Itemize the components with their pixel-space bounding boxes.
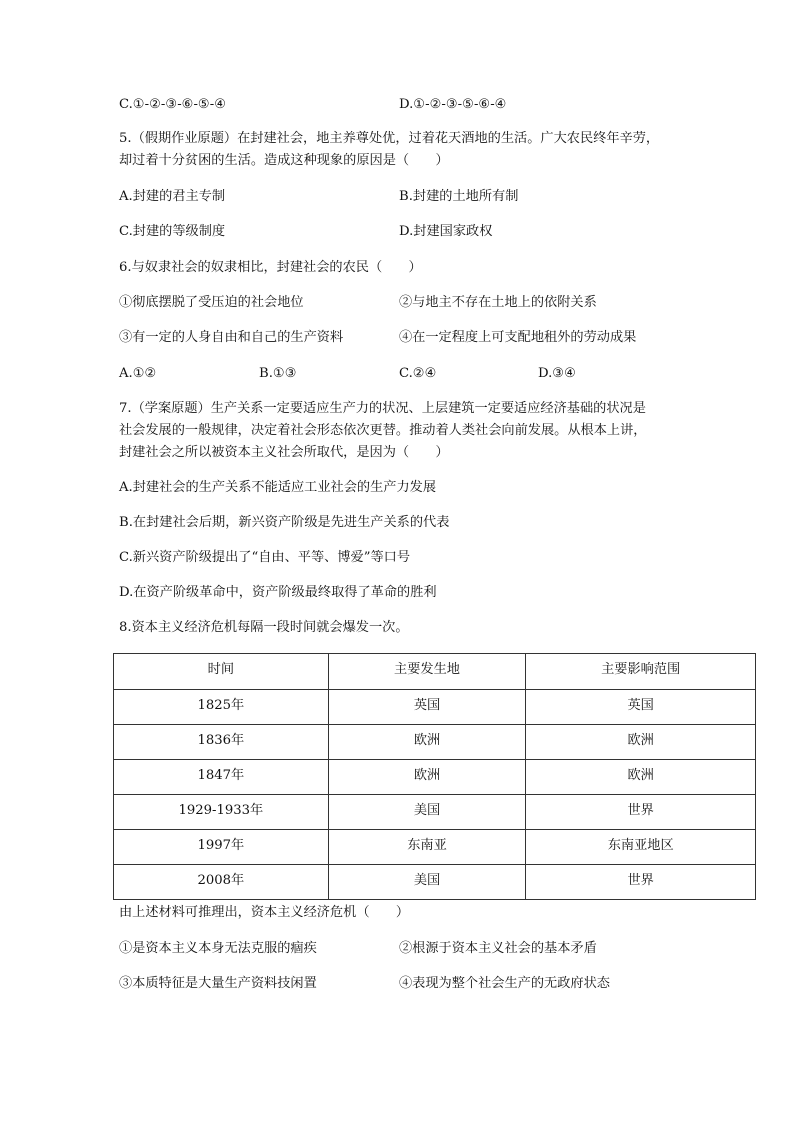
q4-option-c: C.①-②-③-⑥-⑤-④: [119, 97, 227, 112]
table-header-cell: 主要影响范围: [526, 654, 756, 690]
table-header-cell: 主要发生地: [328, 654, 526, 690]
q7-option-b: B.在封建社会后期，新兴资产阶级是先进生产关系的代表: [119, 515, 450, 530]
table-cell: 欧洲: [328, 760, 526, 795]
table-cell: 美国: [328, 795, 526, 830]
table-cell: 1847年: [114, 760, 329, 795]
q8-stem: 8.资本主义经济危机每隔一段时间就会爆发一次。: [119, 620, 409, 635]
q5-option-d: D.封建国家政权: [399, 224, 493, 239]
q7-option-c: C.新兴资产阶级提出了“自由、平等、博爱”等口号: [119, 550, 411, 565]
q6-option-b: B.①③: [259, 366, 297, 381]
q6-statement-3: ③有一定的人身自由和自己的生产资料: [119, 330, 344, 345]
q6-option-a: A.①②: [119, 366, 157, 381]
q6-stem: 6.与奴隶社会的奴隶相比，封建社会的农民（ ）: [119, 260, 422, 275]
q7-option-a: A.封建社会的生产关系不能适应工业社会的生产力发展: [119, 480, 437, 495]
table-cell: 1929-1933年: [114, 795, 329, 830]
table-cell: 东南亚地区: [526, 830, 756, 865]
table-cell: 1836年: [114, 725, 329, 760]
table-cell: 1997年: [114, 830, 329, 865]
q6-statement-4: ④在一定程度上可支配地租外的劳动成果: [399, 330, 637, 345]
table-cell: 2008年: [114, 865, 329, 900]
table-header-row: [114, 654, 756, 690]
table-cell: 欧洲: [526, 725, 756, 760]
q5-option-a: A.封建的君主专制: [119, 189, 226, 204]
table-cell: 美国: [328, 865, 526, 900]
q5-stem-line1: 5.（假期作业原题）在封建社会，地主养尊处优，过着花天酒地的生活。广大农民终年辛劳，: [119, 131, 660, 146]
q8-statement-2: ②根源于资本主义社会的基本矛盾: [399, 941, 597, 956]
table-header-cell: 时间: [114, 654, 329, 690]
table-cell: 英国: [328, 690, 526, 725]
economic-crisis-table: [113, 653, 756, 900]
table-row: [114, 760, 756, 795]
q8-statement-1: ①是资本主义本身无法克服的痼疾: [119, 941, 317, 956]
table-cell: 英国: [526, 690, 756, 725]
table-cell: 欧洲: [526, 760, 756, 795]
q5-option-c: C.封建的等级制度: [119, 224, 226, 239]
table-cell: 世界: [526, 865, 756, 900]
q8-followup: 由上述材料可推理出，资本主义经济危机（ ）: [119, 905, 410, 920]
q7-stem-line1: 7.（学案原题）生产关系一定要适应生产力的状况、上层建筑一定要适应经济基础的状况是: [119, 401, 646, 416]
q5-stem-line2: 却过着十分贫困的生活。造成这种现象的原因是（ ）: [119, 153, 449, 168]
table-cell: 东南亚: [328, 830, 526, 865]
q8-statement-3: ③本质特征是大量生产资料技闲置: [119, 976, 317, 991]
q6-statement-2: ②与地主不存在土地上的依附关系: [399, 295, 597, 310]
table-row: [114, 795, 756, 830]
q6-statement-1: ①彻底摆脱了受压迫的社会地位: [119, 295, 304, 310]
q7-stem-line3: 封建社会之所以被资本主义社会所取代，是因为（ ）: [119, 445, 449, 460]
q5-option-b: B.封建的土地所有制: [399, 189, 519, 204]
q4-option-d: D.①-②-③-⑤-⑥-④: [399, 97, 507, 112]
q8-statement-4: ④表现为整个社会生产的无政府状态: [399, 976, 610, 991]
table-cell: 世界: [526, 795, 756, 830]
q7-stem-line2: 社会发展的一般规律，决定着社会形态依次更替。推动着人类社会向前发展。从根本上讲，: [119, 423, 647, 438]
table-cell: 欧洲: [328, 725, 526, 760]
table-row: [114, 725, 756, 760]
table-cell: 1825年: [114, 690, 329, 725]
table-row: [114, 690, 756, 725]
q7-option-d: D.在资产阶级革命中，资产阶级最终取得了革命的胜利: [119, 585, 437, 600]
q6-option-c: C.②④: [399, 366, 437, 381]
table-row: [114, 865, 756, 900]
q6-option-d: D.③④: [538, 366, 576, 381]
table-row: [114, 830, 756, 865]
